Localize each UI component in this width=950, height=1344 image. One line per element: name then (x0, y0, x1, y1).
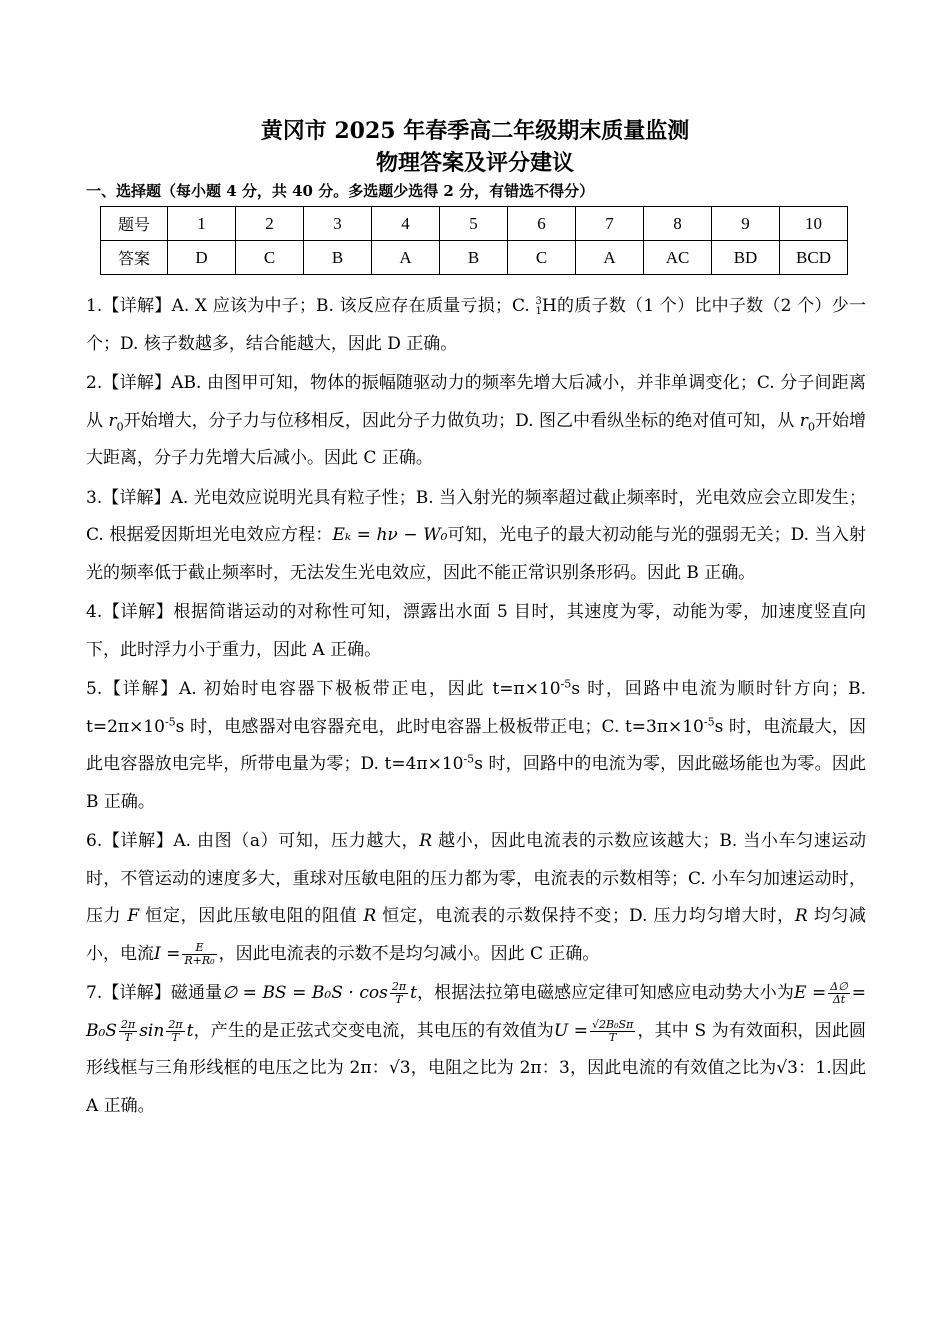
fraction (182, 942, 216, 967)
mass-number: 3 (535, 295, 542, 307)
item-text: 开始增大距离，分子力先增大后减小。因此 C 正确。 (86, 410, 867, 468)
variable-R: R (419, 831, 433, 851)
sqrt-three: √3 (776, 1058, 798, 1078)
table-cell: BCD (780, 241, 848, 275)
fraction (166, 1019, 184, 1044)
variable-R: R (794, 906, 808, 926)
item-text: ，根据法拉第电磁感应定律可知感应电动势大小为 (416, 983, 795, 1003)
item-text: 越小，因此电流表的示数应该越大；B. 当小车匀速运动时，不管运动的速度多大，重球对压敏电阻的压力都为零，电流表的示数相等；C. 小车匀加速运动时，压力 (86, 831, 866, 926)
variable-F: F (127, 906, 140, 926)
fraction (390, 981, 408, 1006)
table-cell: 2 (236, 207, 304, 241)
item-text: 恒定，电流表的示数保持不变；D. 压力均匀增大时， (376, 906, 795, 926)
row-label-answer: 答案 (101, 241, 168, 275)
table-cell: A (576, 241, 644, 275)
time-value: t=π×10 (492, 679, 561, 699)
explanation-1 (86, 288, 866, 363)
sqrt-three: √3 (388, 1058, 411, 1078)
variable-t: t (410, 983, 417, 1003)
formula-emf: E = (794, 983, 827, 1003)
item-text: s 时，回路中电流为顺时针方向；B. (571, 679, 866, 699)
subscript: 0 (116, 419, 124, 433)
table-cell: C (508, 241, 576, 275)
page-subtitle: 物理答案及评分建议 (375, 150, 574, 176)
item-prefix: 2.【详解】 (86, 373, 172, 393)
table-cell: 1 (168, 207, 236, 241)
item-text: ，其中 S 为有效面积，因此圆形线框与三角形线框的电压之比为 2π： (86, 1020, 867, 1078)
fraction (828, 981, 850, 1006)
item-text: ，因此电流表的示数不是均匀减小。因此 C 正确。 (218, 943, 600, 964)
item-prefix: 6.【详解】 (86, 831, 174, 851)
fraction (119, 1019, 137, 1044)
denominator: T (395, 993, 403, 1006)
item-prefix: 1.【详解】 (86, 296, 172, 316)
variable-R: R (363, 906, 377, 926)
exponent: -5 (703, 714, 715, 728)
explanation-4 (86, 594, 866, 669)
item-text: 磁通量 (170, 983, 223, 1003)
explanation-5 (86, 671, 866, 821)
table-cell: B (304, 241, 372, 275)
fraction (590, 1019, 635, 1044)
table-cell: C (236, 241, 304, 275)
exponent: -5 (463, 752, 475, 766)
item-text: 恒定，因此压敏电阻的阻值 (139, 906, 364, 926)
numerator: 2π (391, 980, 407, 993)
table-cell: A (372, 241, 440, 275)
variable-t: t (186, 1020, 194, 1041)
numerator: E (182, 942, 216, 955)
table-cell: 4 (372, 207, 440, 241)
numerator: 2π (168, 1017, 183, 1031)
table-row-numbers (101, 207, 848, 241)
table-row-answers (101, 241, 848, 275)
item-prefix: 5.【详解】 (86, 679, 180, 699)
exponent: -5 (560, 677, 572, 691)
item-text: ，产生的是正弦式交变电流，其电压的有效值为 (193, 1020, 554, 1041)
item-text: 开始增大，分子力与位移相反，因此分子力做负功；D. 图乙中看纵坐标的绝对值可知，从 (123, 410, 800, 431)
subscript: 0 (807, 419, 815, 433)
explanation-3 (86, 480, 866, 593)
denominator: R+R₀ (184, 953, 215, 967)
item-text: s 时，电流最大，因此电容器放电完毕，所带电量为零；D. (86, 716, 866, 774)
element-symbol: H (541, 296, 557, 316)
item-text: A. 初始时电容器下极板带正电，因此 (179, 679, 493, 699)
time-value: t=2π×10 (86, 716, 165, 737)
item-text: 根据简谐运动的对称性可知，漂露出水面 5 目时，其速度为零，动能为零，加速度竖直向下，此时浮力小于重力，因此 A 正确。 (86, 602, 866, 660)
explanation-6 (86, 823, 866, 973)
table-cell: 9 (712, 207, 780, 241)
table-cell: 10 (780, 207, 848, 241)
time-value: t=4π×10 (384, 754, 464, 774)
answer-table (100, 206, 848, 275)
item-text: s 时，电感器对电容器充电，此时电容器上极板带正电；C. (175, 716, 625, 737)
explanations (86, 288, 866, 1127)
item-text: ：1.因此 A 正确。 (86, 1058, 866, 1116)
denominator: T (609, 1030, 617, 1044)
charge-number: 1 (535, 305, 542, 317)
formula-flux: ∅ = BS = B₀S · cos (222, 983, 388, 1003)
row-label-number: 题号 (101, 207, 168, 241)
variable-r: r (799, 410, 808, 431)
item-text: ，电阻之比为 2π：3，因此电流的有效值之比为 (410, 1058, 777, 1078)
formula-current: I = (154, 943, 181, 964)
table-cell: D (168, 241, 236, 275)
table-cell: 5 (440, 207, 508, 241)
item-prefix: 3.【详解】 (86, 487, 171, 508)
item-text: A. X 应该为中子；B. 该反应存在质量亏损；C. (171, 296, 536, 316)
item-text: 均匀减小，电流 (86, 906, 867, 964)
item-prefix: 4.【详解】 (86, 602, 174, 622)
denominator: T (171, 1030, 180, 1044)
variable-r: r (108, 410, 117, 431)
exponent: -5 (164, 714, 176, 728)
item-text: A. 光电效应说明光具有粒子性；B. 当入射光的频率超过截止频率时，光电效应会立即发生；C. 根据爱因斯坦光电效应方程： (86, 487, 866, 545)
time-value: t=3π×10 (624, 716, 704, 737)
item-prefix: 7.【详解】 (86, 983, 171, 1003)
formula-photoelectric: Eₖ = hν − W₀ (332, 525, 448, 545)
item-text: AB. 由图甲可知，物体的振幅随驱动力的频率先增大后减小，并非单调变化；C. 分子间距离从 (86, 373, 866, 431)
denominator: T (124, 1030, 132, 1044)
table-cell: 3 (304, 207, 372, 241)
formula-voltage: U = (553, 1020, 589, 1041)
table-cell: BD (712, 241, 780, 275)
numerator: 2π (120, 1017, 136, 1031)
page-title: 黄冈市 2025 年春季高二年级期末质量监测 (260, 118, 690, 144)
numerator: Δ∅ (830, 980, 848, 993)
item-text: s 时，回路中的电流为零，因此磁场能也为零。因此 B 正确。 (86, 754, 866, 812)
table-cell: 6 (508, 207, 576, 241)
explanation-2 (86, 365, 866, 478)
table-cell: 7 (576, 207, 644, 241)
table-cell: B (440, 241, 508, 275)
item-text: A. 由图（a）可知，压力越大， (173, 831, 420, 851)
formula-emf-rhs: = B₀S (86, 983, 867, 1041)
item-text: 的质子数（1 个）比中子数（2 个）少一个；D. 核子数越多，结合能越大，因此 D 正确。 (86, 296, 866, 354)
numerator: √2B₀Sπ (592, 1017, 634, 1031)
item-text: 可知，光电子的最大初动能与光的强弱无关；D. 当入射光的频率低于截止频率时，无法发生光电效应，因此不能正常识别条形码。因此 B 正确。 (86, 525, 866, 583)
section-heading-choice: 一、选择题（每小题 4 分，共 40 分。多选题少选得 2 分，有错选不得分） (86, 182, 595, 200)
table-cell: 8 (644, 207, 712, 241)
table-cell: AC (644, 241, 712, 275)
sin-function: sin (139, 1020, 165, 1041)
explanation-7 (86, 975, 866, 1125)
denominator: Δt (832, 993, 846, 1006)
